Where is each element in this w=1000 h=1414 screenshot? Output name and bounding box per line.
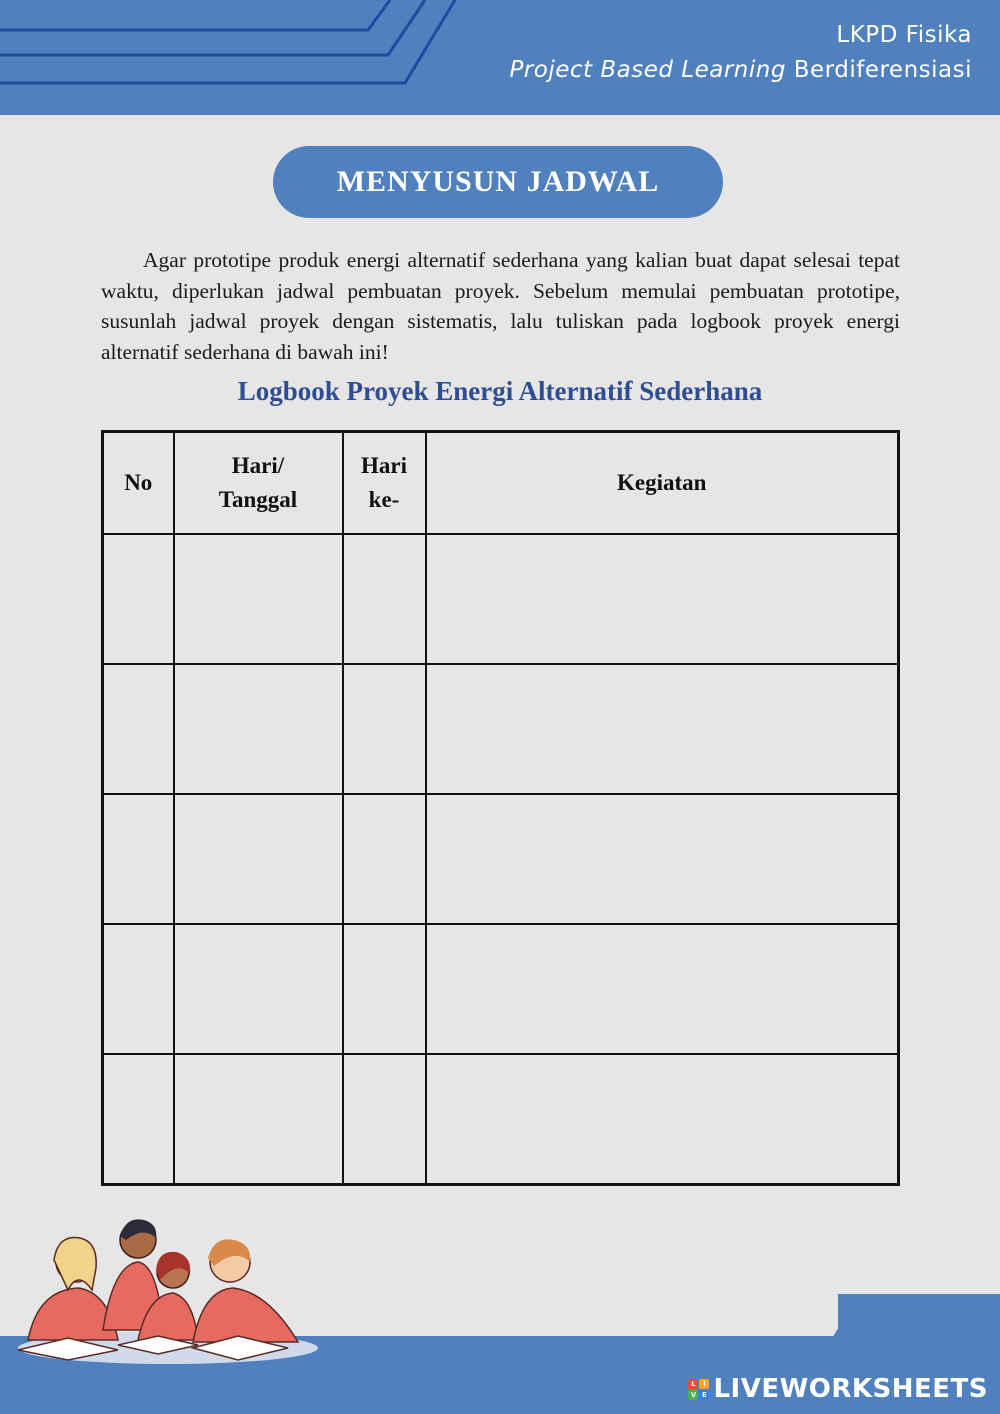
footer-tab bbox=[838, 1294, 1000, 1338]
cell-hari-ke[interactable] bbox=[343, 664, 426, 794]
cell-no[interactable] bbox=[103, 1054, 174, 1185]
logbook-table bbox=[101, 430, 900, 1186]
cell-kegiatan[interactable] bbox=[426, 794, 899, 924]
students-studying-illustration bbox=[8, 1210, 318, 1370]
header-kegiatan: Kegiatan bbox=[426, 432, 899, 535]
header-line-2-italic: Project Based Learning bbox=[509, 57, 786, 83]
intro-paragraph: Agar prototipe produk energi alternatif sederhana yang kalian buat dapat selesai tepat waktu, diperlukan jadwal pembuatan proyek. Sebelum memulai pembuatan prototipe, susunlah jadwal proyek dengan sistematis, lalu tuliskan pada logbook proyek energi alternatif sederhana di bawah ini! bbox=[101, 248, 900, 364]
table-body bbox=[103, 534, 899, 1185]
header-hari-ke bbox=[343, 432, 426, 535]
table-row bbox=[103, 534, 899, 664]
cell-hari-ke[interactable] bbox=[343, 1054, 426, 1185]
section-title-pill: MENYUSUN JADWAL bbox=[273, 146, 723, 218]
header-hari-ke-line1: Hari bbox=[361, 453, 407, 478]
cell-no[interactable] bbox=[103, 924, 174, 1054]
liveworksheets-brand-text: LIVEWORKSHEETS bbox=[713, 1374, 988, 1404]
cell-hari-tanggal[interactable] bbox=[174, 924, 343, 1054]
cell-no[interactable] bbox=[103, 534, 174, 664]
liveworksheets-brand[interactable] bbox=[688, 1374, 988, 1404]
header-line-2 bbox=[509, 53, 972, 88]
table-row bbox=[103, 1054, 899, 1185]
liveworksheets-logo-icon bbox=[688, 1379, 709, 1400]
cell-hari-ke[interactable] bbox=[343, 534, 426, 664]
header-title bbox=[509, 18, 972, 88]
cell-hari-ke[interactable] bbox=[343, 924, 426, 1054]
header-hari-tanggal-line2: Tanggal bbox=[218, 487, 298, 512]
cell-kegiatan[interactable] bbox=[426, 1054, 899, 1185]
cell-no[interactable] bbox=[103, 794, 174, 924]
cell-hari-tanggal[interactable] bbox=[174, 794, 343, 924]
logo-letter-e: E bbox=[699, 1390, 709, 1400]
header-hari-ke-line2: ke- bbox=[368, 487, 400, 512]
table-row bbox=[103, 924, 899, 1054]
table-row bbox=[103, 664, 899, 794]
header-hari-tanggal bbox=[174, 432, 343, 535]
cell-kegiatan[interactable] bbox=[426, 924, 899, 1054]
cell-kegiatan[interactable] bbox=[426, 534, 899, 664]
cell-hari-tanggal[interactable] bbox=[174, 534, 343, 664]
cell-hari-tanggal[interactable] bbox=[174, 664, 343, 794]
table-row bbox=[103, 794, 899, 924]
logo-letter-i: I bbox=[699, 1379, 709, 1389]
header-decorative-lines bbox=[0, 0, 470, 115]
logo-letter-v: V bbox=[688, 1390, 698, 1400]
cell-no[interactable] bbox=[103, 664, 174, 794]
cell-hari-ke[interactable] bbox=[343, 794, 426, 924]
logo-letter-l: L bbox=[688, 1379, 698, 1389]
cell-hari-tanggal[interactable] bbox=[174, 1054, 343, 1185]
header-hari-tanggal-line1: Hari/ bbox=[231, 453, 285, 478]
cell-kegiatan[interactable] bbox=[426, 664, 899, 794]
header-line-2-rest: Berdiferensiasi bbox=[785, 57, 972, 83]
header-line-1: LKPD Fisika bbox=[836, 22, 972, 48]
table-title: Logbook Proyek Energi Alternatif Sederhana bbox=[237, 376, 763, 406]
table-header-row bbox=[103, 432, 899, 535]
header-no: No bbox=[103, 432, 174, 535]
